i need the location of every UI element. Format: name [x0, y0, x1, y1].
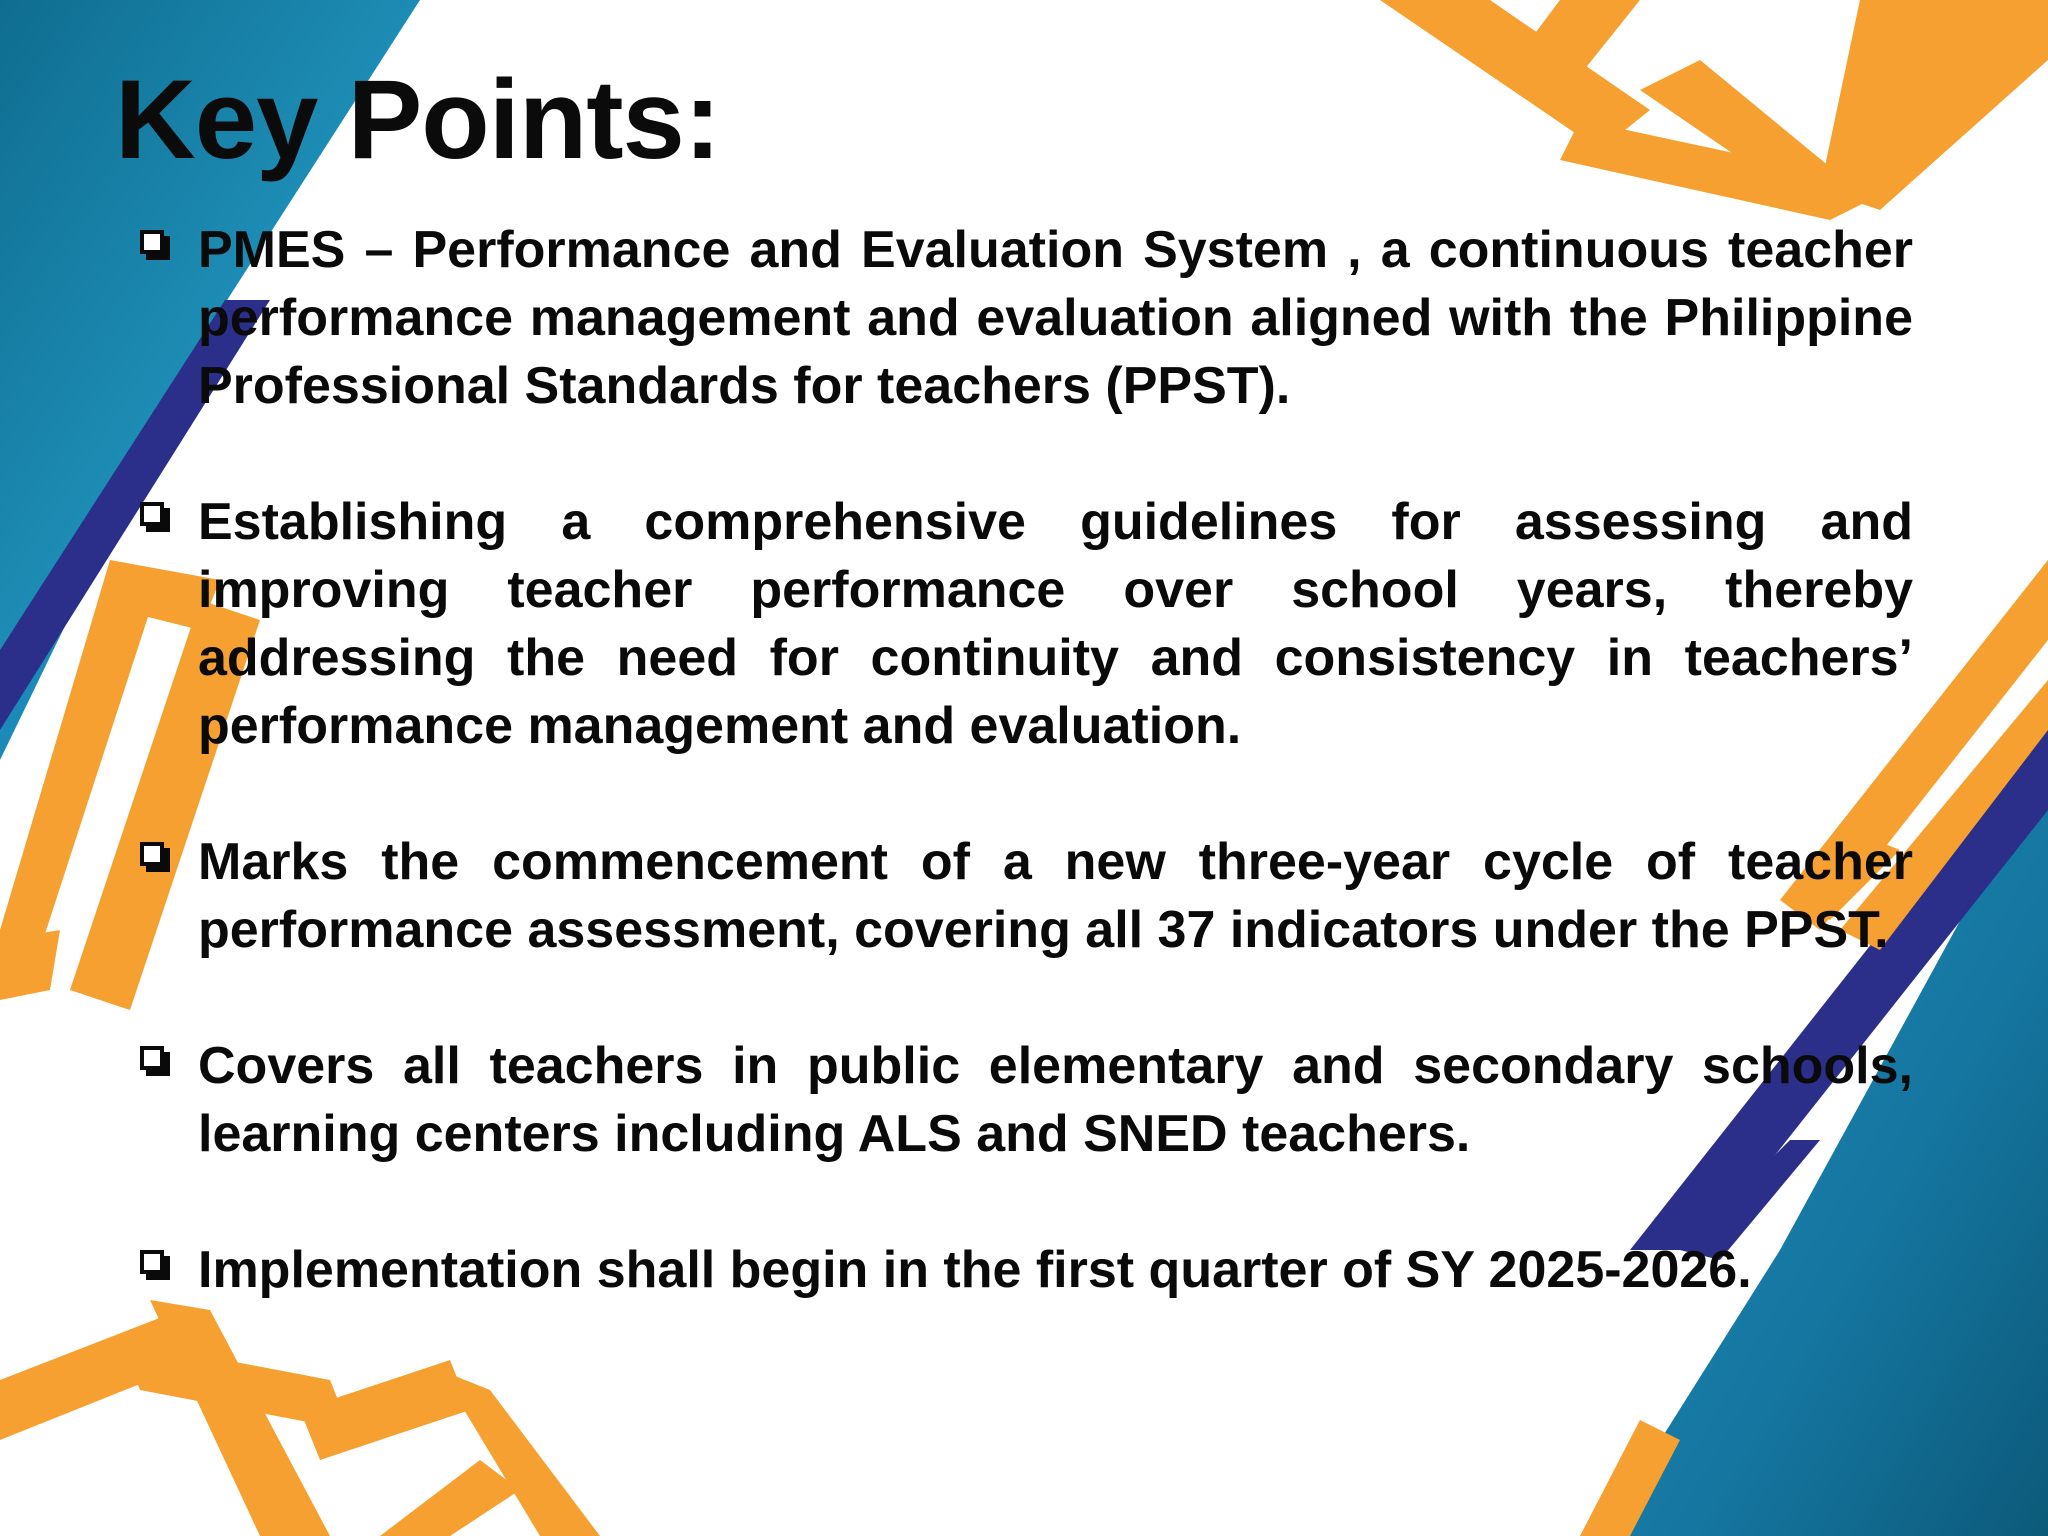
bullet-item: [136, 1236, 1913, 1304]
checkbox-square-icon: [140, 842, 170, 872]
key-points-list: [136, 216, 1913, 1304]
bullet-text: PMES – Performance and Evaluation System , a continuous teacher performance management and evaluation aligned with the Philippine Professional Standards for teachers (PPST).: [198, 221, 1913, 415]
bullet-text: Marks the commencement of a new three-year cycle of teacher performance assessment, covering all 37 indicators under the PPST.: [198, 833, 1913, 959]
bullet-item: [136, 828, 1913, 964]
checkbox-square-icon: [140, 1250, 170, 1280]
checkbox-square-icon: [140, 1046, 170, 1076]
bullet-text: Establishing a comprehensive guidelines for assessing and improving teacher performance over school years, thereby addressing the need for continuity and consistency in teachers’ performance management and evaluation.: [198, 493, 1913, 755]
bullet-item: [136, 488, 1913, 760]
checkbox-square-icon: [140, 230, 170, 260]
checkbox-square-icon: [140, 502, 170, 532]
bullet-text: Covers all teachers in public elementary and secondary schools, learning centers including ALS and SNED teachers.: [198, 1037, 1913, 1163]
bullet-item: [136, 216, 1913, 420]
bullet-item: [136, 1032, 1913, 1168]
bullet-text: Implementation shall begin in the first quarter of SY 2025-2026.: [198, 1241, 1752, 1299]
slide-title: Key Points:: [115, 57, 721, 182]
